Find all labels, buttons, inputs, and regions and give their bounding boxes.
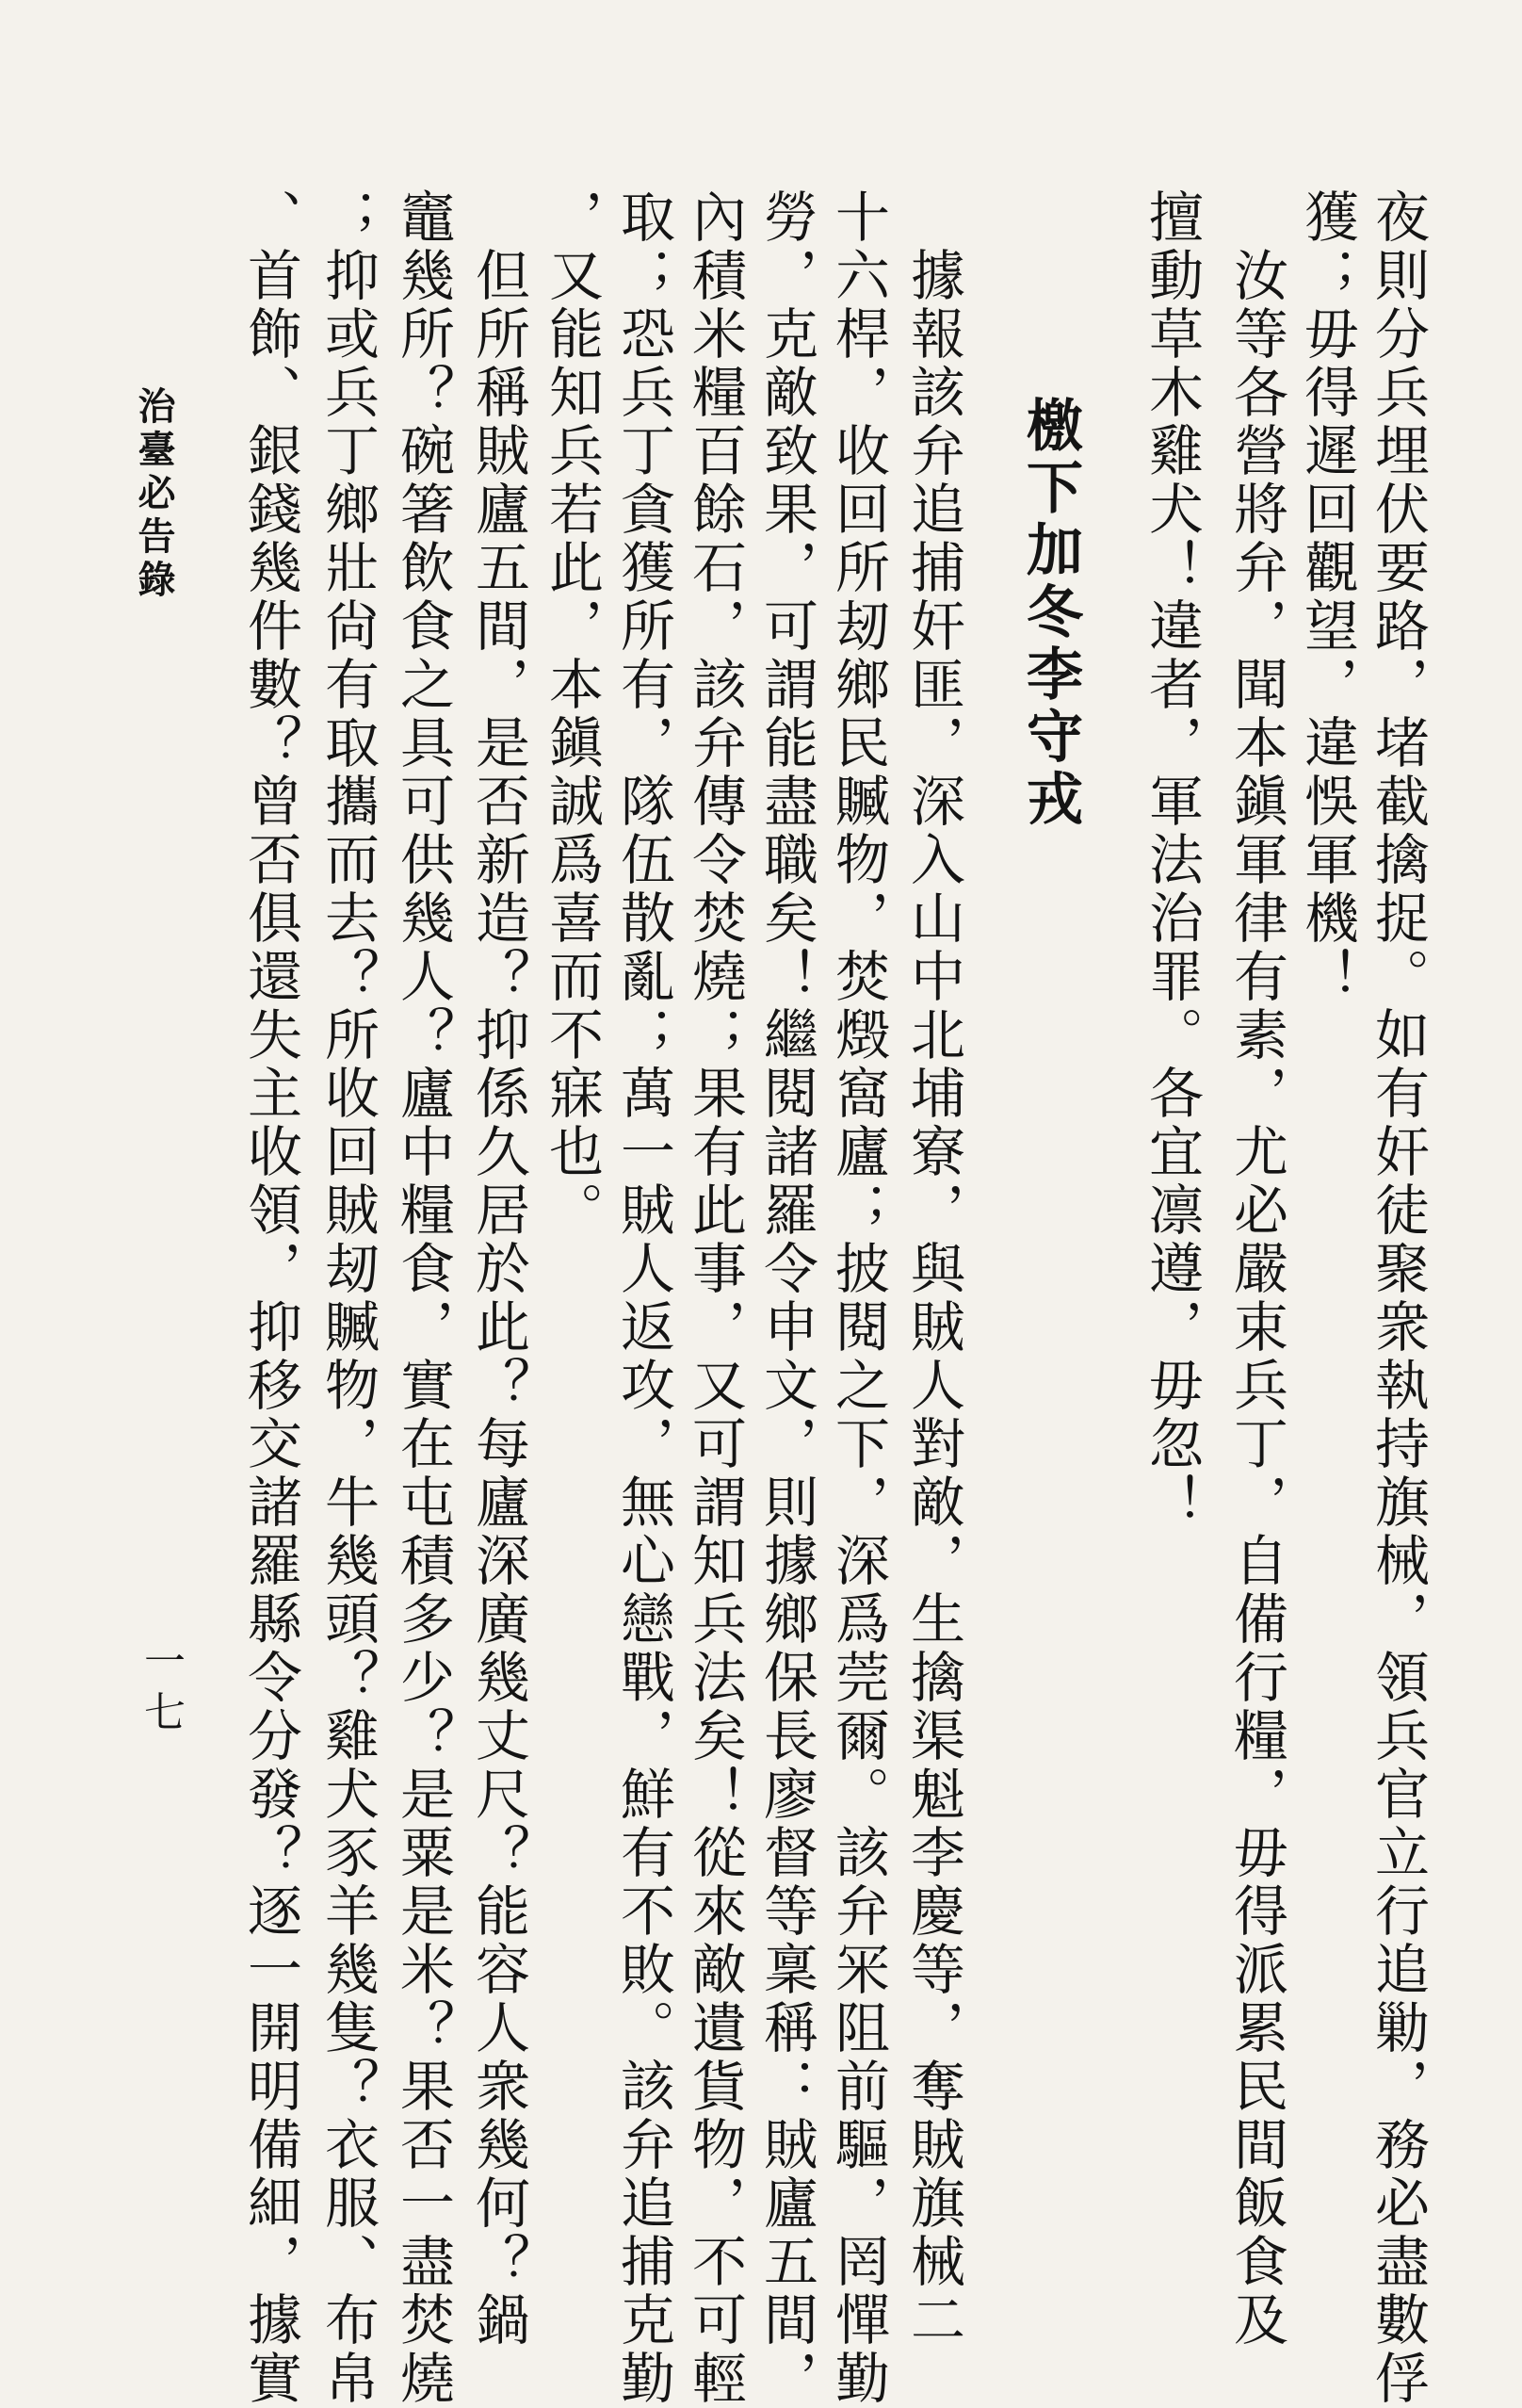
- text-column-12: 竈幾所？碗箸飲食之具可供幾人？廬中糧食，實在屯積多少？是粟是米？果否一盡焚燒: [391, 188, 455, 2408]
- running-head: 治臺必告錄: [132, 386, 176, 603]
- text-column-2: 獲；毋得遲回觀望，違悞軍機！: [1295, 188, 1359, 1006]
- text-column-4: 擅動草木雞犬！違者，軍法治罪。各宜凛遵，毋忽！: [1140, 188, 1204, 1532]
- page-number: 一七: [137, 1639, 185, 1741]
- text-column-9: 取；恐兵丁貪獲所有，隊伍散亂；萬一賊人返攻，無心戀戰，鮮有不敗。該弁追捕克勤: [611, 188, 675, 2408]
- text-column-1: 夜則分兵埋伏要路，堵截擒捉。如有奸徒聚衆執持旗械，領兵官立行追勦，務必盡數俘: [1366, 188, 1430, 2408]
- text-column-7: 勞，克敵致果，可謂能盡職矣！繼閱諸羅令申文，則據鄉保長廖督等稟稱：賊廬五間，: [754, 188, 818, 2408]
- text-column-11: 但所稱賊廬五間，是否新造？抑係久居於此？每廬深廣幾丈尺？能容人衆幾何？鍋: [466, 247, 530, 2350]
- text-column-5: 據報該弁追捕奸匪，深入山中北埔寮，與賊人對敵，生擒渠魁李慶等，奪賊旗械二: [901, 247, 965, 2350]
- text-column-6: 十六桿，收回所刼鄉民贓物，焚燬窩廬；披閱之下，深爲莞爾。該弁冞阻前驅，罔憚勤: [826, 188, 890, 2408]
- text-column-14: 、首飾、銀錢幾件數？曾否俱還失主收領，抑移交諸羅縣令分發？逐一開明備細，據實: [238, 188, 302, 2408]
- text-column-10: ，又能知兵若此，本鎭誠爲喜而不寐也。: [540, 188, 604, 1240]
- text-column-3: 汝等各營將弁，聞本鎭軍律有素，尤必嚴束兵丁，自備行糧，毋得派累民間飯食及: [1224, 247, 1288, 2350]
- section-title: 檄下加冬李守戎: [1017, 396, 1083, 831]
- text-column-8: 內積米糧百餘石，該弁傳令焚燒；果有此事，又可謂知兵法矣！從來敵遺貨物，不可輕: [683, 188, 747, 2408]
- text-column-13: ；抑或兵丁鄉壯尙有取攜而去？所收回賊刼贓物，牛幾頭？雞犬豕羊幾隻？衣服、布帛: [316, 188, 380, 2408]
